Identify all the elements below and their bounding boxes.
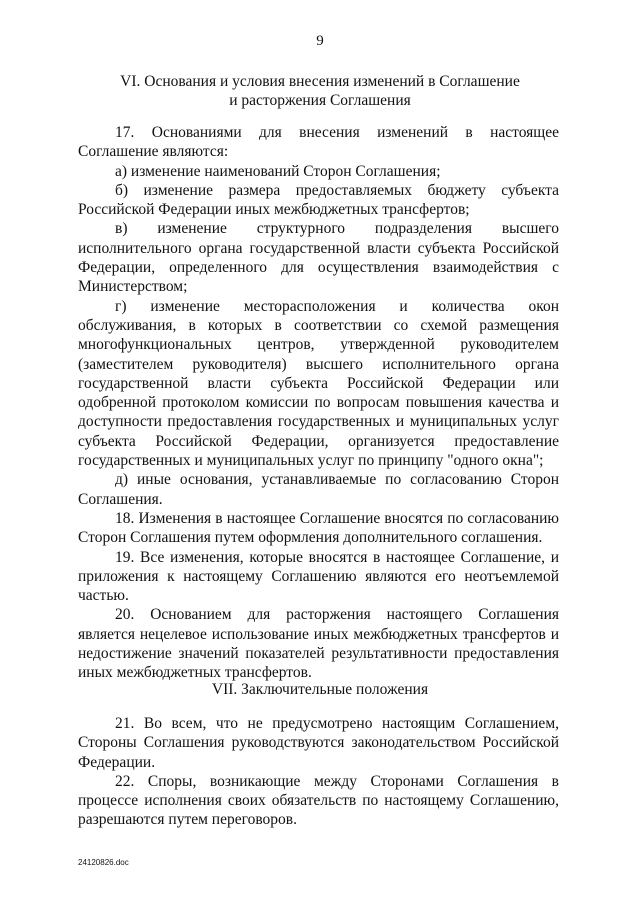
section-7-heading [60,680,580,699]
section-6-title-line-2: и расторжения Соглашения [229,92,411,109]
section-7-body [78,714,559,830]
paragraph-18: 18. Изменения в настоящее Соглашение вносятся по согласованию Сторон Соглашения путем оформления дополнительного соглашения. [78,509,559,547]
paragraph-17-g: г) изменение месторасположения и количества окон обслуживания, в которых в соответствии со схемой размещения многофункциональных центров, утвержденной руководителем (заместителем руководителя) высшего исполнительного органа государственной власти субъекта Российской Федерации или одобренной протоколом комиссии по вопросам повышения качества и доступности предоставления государственных и муниципальных услуг субъекта Российской Федерации, организуется предоставление государственных и муниципальных услуг по принципу "одного окна"; [78,297,559,470]
paragraph-22: 22. Споры, возникающие между Сторонами Соглашения в процессе исполнения своих обязательств по настоящему Соглашению, разрешаются путем переговоров. [78,772,559,829]
paragraph-20: 20. Основанием для расторжения настоящего Соглашения является нецелевое использование иных межбюджетных трансфертов и недостижение значений показателей результативности предоставления иных межбюджетных трансфертов. [78,606,559,682]
section-6-title-line-1: VI. Основания и условия внесения изменений в Соглашение [120,73,520,90]
section-6-heading [60,72,580,110]
paragraph-17-v: в) изменение структурного подразделения высшего исполнительного органа государственной власти субъекта Российской Федерации, определенного для осуществления взаимодействия с Министерством; [78,220,559,296]
page-number: 9 [316,33,324,49]
paragraph-19: 19. Все изменения, которые вносятся в настоящее Соглашение, и приложения к настоящему Соглашению являются его неотъемлемой частью. [78,548,559,605]
document-file-code: 24120826.doc [78,858,129,867]
paragraph-21: 21. Во всем, что не предусмотрено настоящим Соглашением, Стороны Соглашения руководствуются законодательством Российской Федерации. [78,715,559,771]
section-7-title: VII. Заключительные положения [211,681,429,698]
paragraph-17-a: а) изменение наименований Сторон Соглашения; [115,162,441,180]
paragraph-17: 17. Основаниями для внесения изменений в настоящее Соглашение являются: [78,124,559,161]
paragraph-17-b: б) изменение размера предоставляемых бюджету субъекта Российской Федерации иных межбюджетных трансфертов; [78,181,559,219]
section-6-body [78,123,559,683]
paragraph-17-d: д) иные основания, устанавливаемые по согласованию Сторон Соглашения. [78,471,559,508]
